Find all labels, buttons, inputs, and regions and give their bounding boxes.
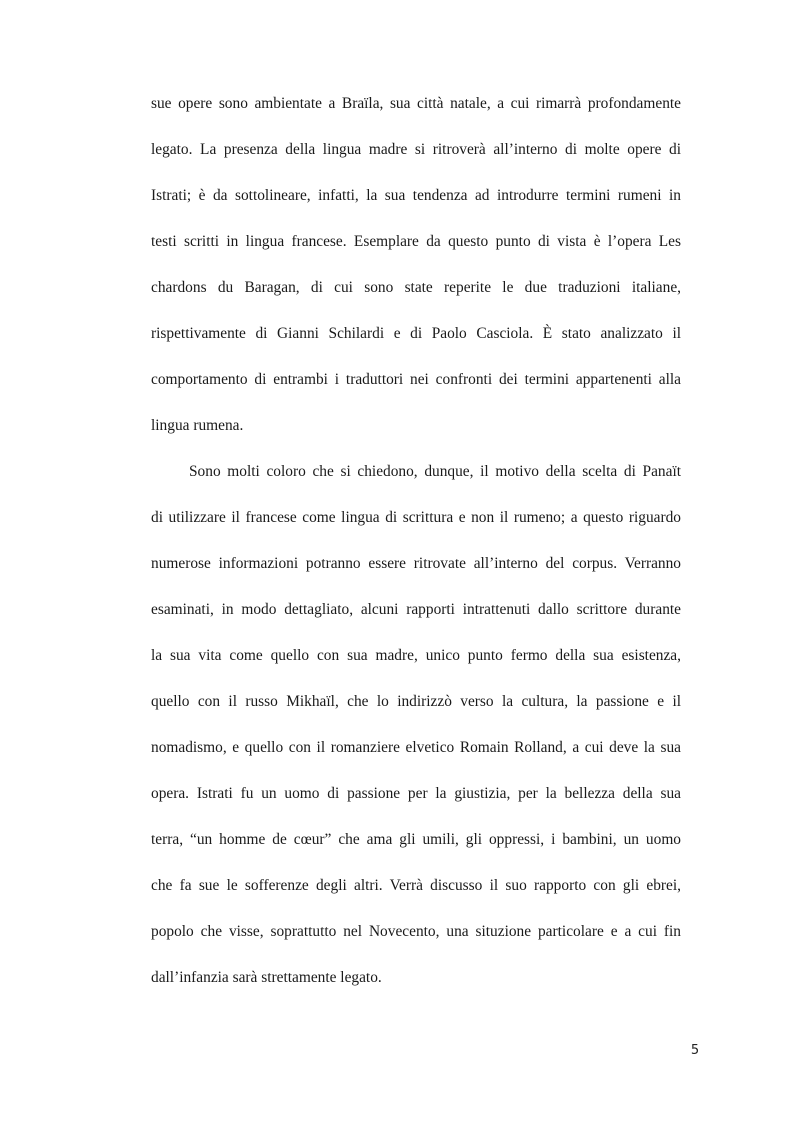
text-line: numerose informazioni potranno essere ritrovate all’interno del corpus. Verranno: [151, 555, 681, 572]
text-line: opera. Istrati fu un uomo di passione per la giustizia, per la bellezza della sua: [151, 785, 681, 802]
text-line: rispettivamente di Gianni Schilardi e di Paolo Casciola. È stato analizzato il: [151, 325, 681, 342]
text-line: testi scritti in lingua francese. Esemplare da questo punto di vista è l’opera Les: [151, 233, 681, 250]
text-line: sue opere sono ambientate a Braïla, sua città natale, a cui rimarrà profondamente: [151, 95, 681, 112]
text-line: la sua vita come quello con sua madre, unico punto fermo della sua esistenza,: [151, 647, 681, 664]
page-number: 5: [690, 1043, 700, 1058]
text-line: chardons du Baragan, di cui sono state reperite le due traduzioni italiane,: [151, 279, 681, 296]
text-line: legato. La presenza della lingua madre si ritroverà all’interno di molte opere di: [151, 141, 681, 158]
text-line: nomadismo, e quello con il romanziere elvetico Romain Rolland, a cui deve la sua: [151, 739, 681, 756]
text-line: di utilizzare il francese come lingua di scrittura e non il rumeno; a questo riguardo: [151, 509, 681, 526]
text-line: Sono molti coloro che si chiedono, dunque, il motivo della scelta di Panaït: [189, 463, 681, 480]
text-line: lingua rumena.: [151, 417, 244, 434]
text-line: comportamento di entrambi i traduttori nei confronti dei termini appartenenti alla: [151, 371, 681, 388]
text-line: Istrati; è da sottolineare, infatti, la sua tendenza ad introdurre termini rumeni in: [151, 187, 681, 204]
text-line: terra, “un homme de cœur” che ama gli umili, gli oppressi, i bambini, un uomo: [151, 831, 681, 848]
text-line: che fa sue le sofferenze degli altri. Verrà discusso il suo rapporto con gli ebrei,: [151, 877, 681, 894]
text-line: dall’infanzia sarà strettamente legato.: [151, 969, 382, 986]
text-line: popolo che visse, soprattutto nel Novecento, una situzione particolare e a cui fin: [151, 923, 681, 940]
text-line: quello con il russo Mikhaïl, che lo indirizzò verso la cultura, la passione e il: [151, 693, 681, 710]
text-line: esaminati, in modo dettagliato, alcuni rapporti intrattenuti dallo scrittore durante: [151, 601, 681, 618]
